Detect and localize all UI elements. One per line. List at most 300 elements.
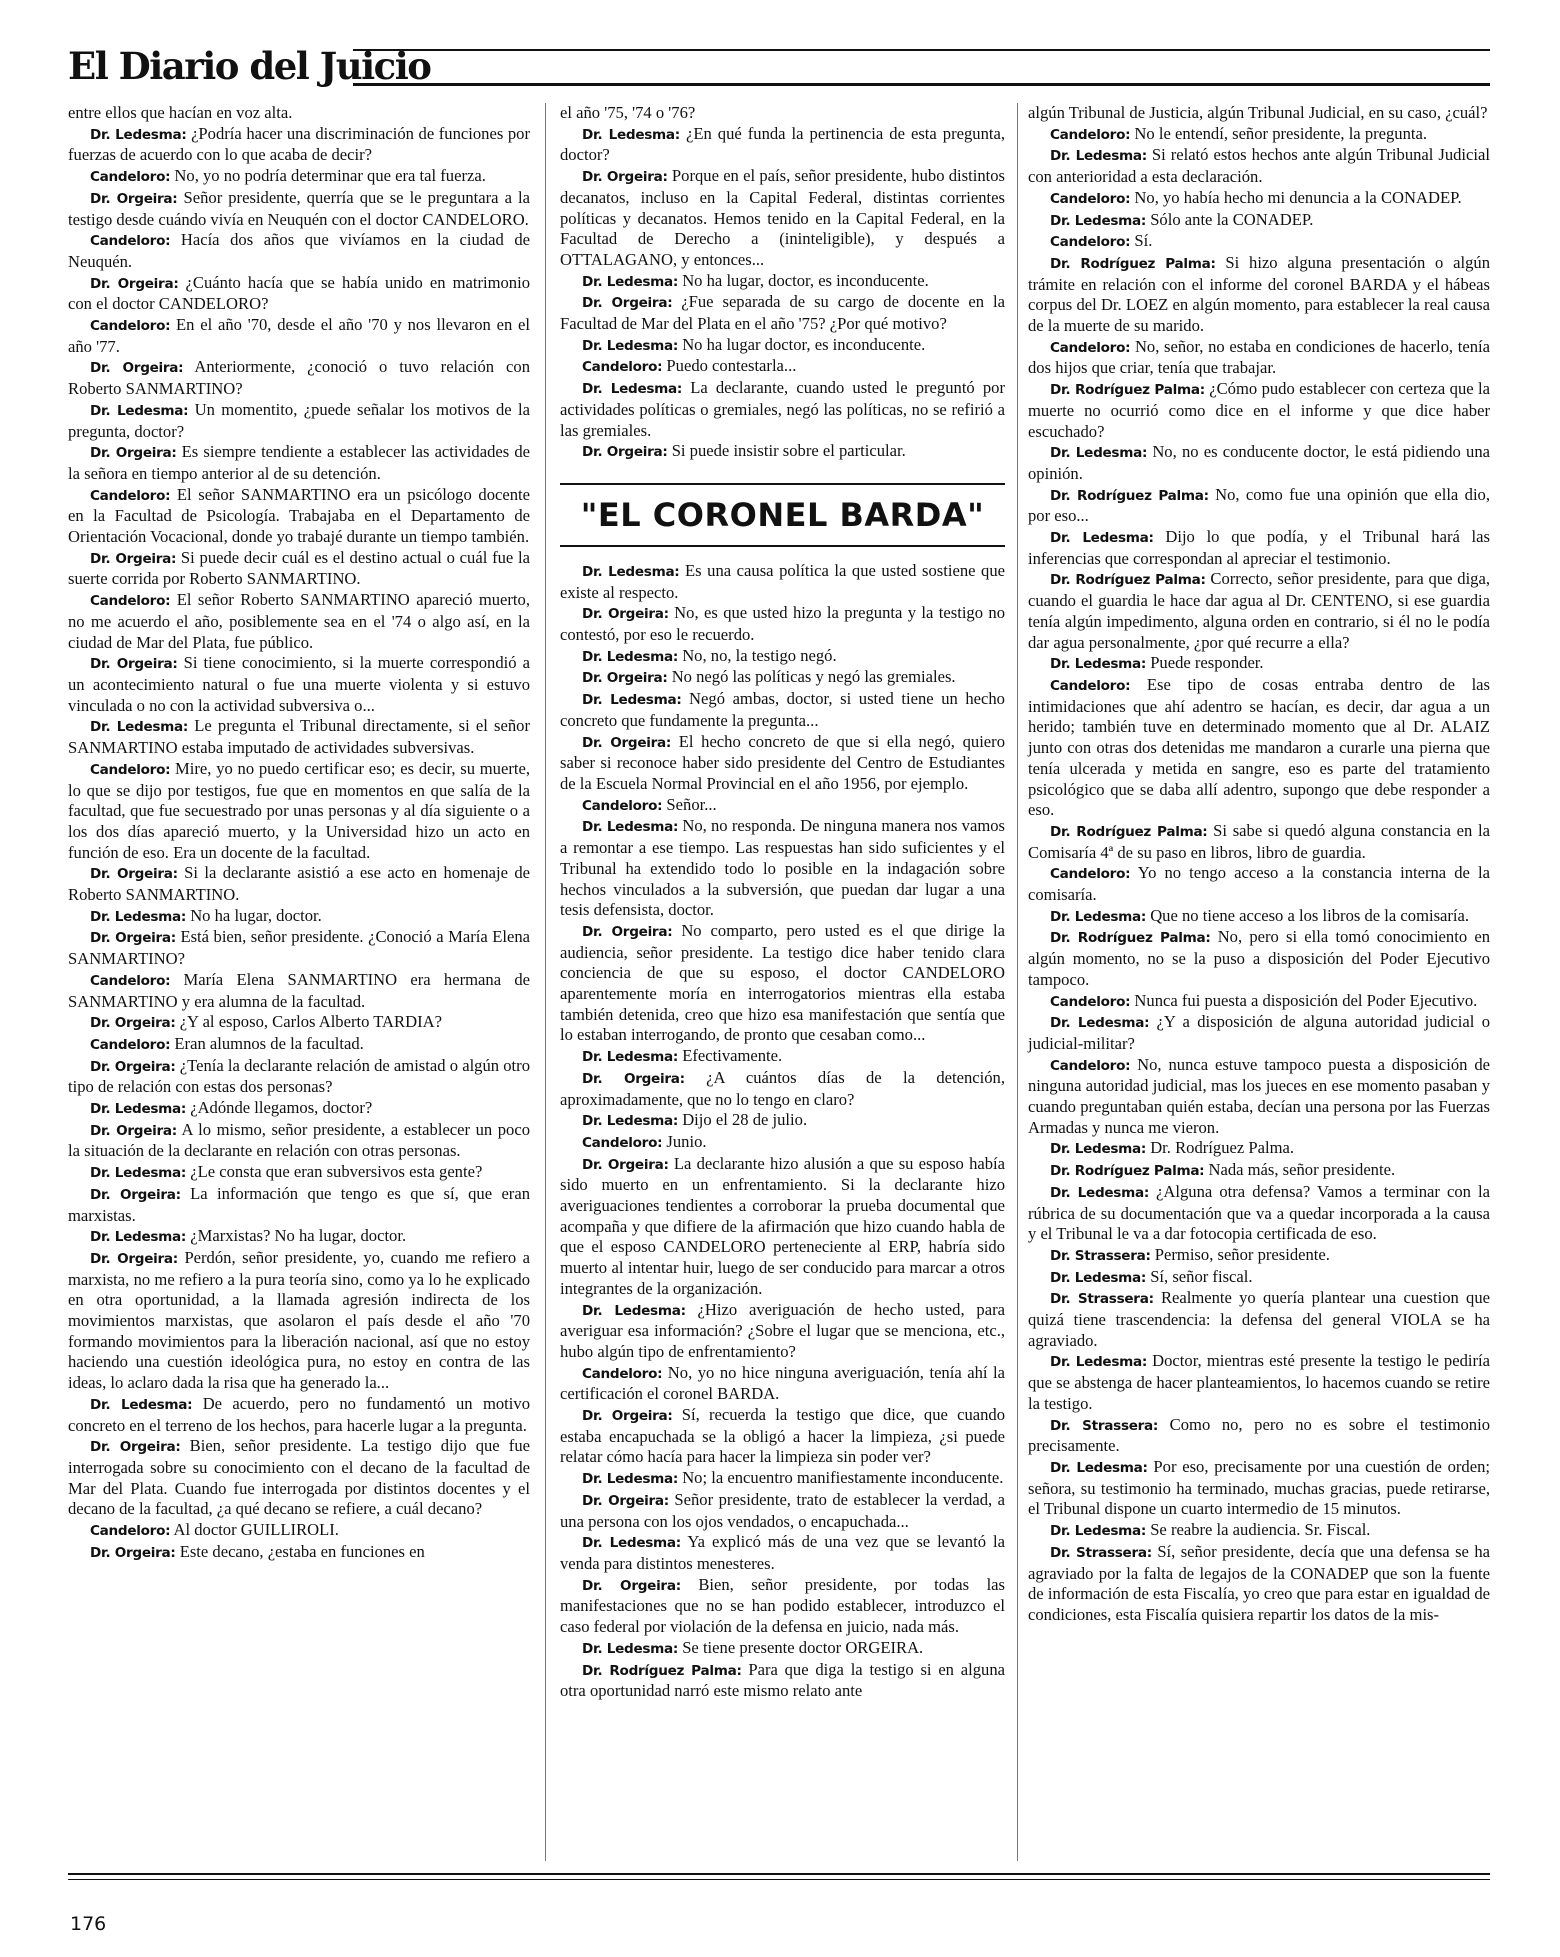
speaker-label: Dr. Ledesma:	[90, 1165, 187, 1182]
speaker-label: Dr. Orgeira:	[582, 1156, 669, 1173]
transcript-paragraph	[560, 795, 1005, 817]
statement-text: No, como fue una opinión que ella dio, por eso...	[1028, 484, 1491, 526]
transcript-paragraph	[560, 1110, 1005, 1132]
transcript-paragraph	[1028, 1351, 1490, 1414]
transcript-paragraph	[68, 315, 530, 357]
speaker-label: Dr. Orgeira:	[582, 923, 673, 940]
speaker-label: Dr. Ledesma:	[1050, 212, 1147, 229]
statement-text: Es siempre tendiente a establecer las actividades de la señora en tiempo anterior al de su detención.	[68, 442, 531, 483]
statement-text: Un momentito, ¿puede señalar los motivos de la pregunta, doctor?	[68, 399, 530, 441]
transcript-paragraph	[1028, 527, 1490, 569]
speaker-label: Dr. Rodríguez Palma:	[1050, 823, 1208, 840]
publication-title: El Diario del Juicio	[68, 44, 431, 88]
speaker-label: Dr. Orgeira:	[90, 1186, 181, 1203]
speaker-label: Dr. Orgeira:	[582, 295, 673, 312]
statement-text: Este decano, ¿estaba en funciones en	[179, 1541, 425, 1561]
statement-text: En el año '70, desde el año '70 y nos llevaron en el año '77.	[68, 315, 530, 356]
speaker-label: Dr. Rodríguez Palma:	[1050, 572, 1206, 589]
page-number: 176	[70, 1913, 107, 1935]
statement-text: entre ellos que hacían en voz alta.	[68, 103, 293, 122]
speaker-label: Dr. Ledesma:	[582, 381, 683, 398]
statement-text: No, no, la testigo negó.	[682, 645, 837, 665]
transcript-paragraph	[560, 124, 1005, 166]
statement-text: Realmente yo quería plantear una cuestion que quizá tiene trascendencia: la defensa del general VIOLA se ha agraviado.	[1028, 1288, 1490, 1350]
transcript-paragraph	[68, 103, 530, 124]
statement-text: La declarante hizo alusión a que su esposo había sido muerto en un enfrentamiento. Si la declarante hizo averiguaciones tendientes a corroborar la prueba documental que acompaña y que difiere de la afirmación que hizo cuando habla de que el esposo CANDELORO perteneciente al ERP, habría sido muerto al intentar huir, luego de ser conducido para marcar a otros integrantes de la organización.	[560, 1153, 1005, 1298]
speaker-label: Dr. Orgeira:	[582, 734, 672, 751]
transcript-paragraph	[1028, 927, 1490, 990]
speaker-label: Dr. Ledesma:	[582, 1535, 681, 1552]
statement-text: Si la declarante asistió a ese acto en homenaje de Roberto SANMARTINO.	[68, 863, 530, 905]
speaker-label: Dr. Ledesma:	[582, 1113, 679, 1130]
statement-text: Junio.	[666, 1131, 707, 1151]
speaker-label: Dr. Orgeira:	[90, 1015, 176, 1032]
transcript-paragraph	[68, 357, 530, 399]
statement-text: Doctor, mientras esté presente la testigo le pediría que se abstenga de hacer planteamientos, lo hacemos cuando se retire la testigo.	[1028, 1351, 1490, 1413]
speaker-label: Dr. Ledesma:	[90, 402, 189, 419]
transcript-paragraph	[68, 230, 530, 272]
statement-text: Le pregunta el Tribunal directamente, si el señor SANMARTINO estaba imputado de actividades subversivas.	[68, 716, 530, 758]
speaker-label: Candeloro:	[582, 797, 663, 814]
transcript-paragraph	[68, 906, 530, 928]
statement-text: Bien, señor presidente. La testigo dijo que fue interrogada sobre su conocimiento con el decano de la facultad de Mar del Plata. Cuando fue interrogada por distintos docentes y el decano de la facultad, ¿a qué decano se refiere, a cuál decano?	[68, 1436, 530, 1519]
transcript-paragraph	[1028, 253, 1490, 337]
speaker-label: Dr. Ledesma:	[90, 126, 187, 143]
statement-text: el año '75, '74 o '76?	[560, 103, 696, 122]
statement-text: ¿Le consta que eran subversivos esta gente?	[190, 1162, 483, 1182]
statement-text: Dr. Rodríguez Palma.	[1150, 1138, 1294, 1158]
transcript-paragraph	[1028, 653, 1490, 675]
transcript-paragraph	[560, 732, 1005, 795]
statement-text: No; la encuentro manifiestamente inconducente.	[682, 1468, 1004, 1488]
statement-text: A lo mismo, señor presidente, a establecer un poco la situación de la declarante en relación con otras personas.	[68, 1119, 530, 1161]
statement-text: Si puede insistir sobre el particular.	[671, 441, 906, 461]
statement-text: ¿Fue separada de su cargo de docente en la Facultad de Mar del Plata en el año '75? ¿Por qué motivo?	[560, 292, 1005, 334]
speaker-label: Dr. Ledesma:	[1050, 1141, 1147, 1158]
footer-rule-thin	[68, 1879, 1490, 1880]
statement-text: No ha lugar, doctor, es inconducente.	[682, 270, 929, 290]
statement-text: No, no responda. De ninguna manera nos vamos a remontar a ese tiempo. Las respuestas han sido suficientes y el Tribunal ha extendido todo lo posible en la indagación sobre hechos vinculados a la subversión, que puedan dar lugar a una tesis defensista, doctor.	[560, 816, 1006, 920]
speaker-label: Candeloro:	[1050, 866, 1131, 883]
speaker-label: Dr. Ledesma:	[1050, 1184, 1149, 1201]
masthead	[68, 40, 1490, 90]
transcript-paragraph	[560, 646, 1005, 668]
transcript-paragraph	[68, 548, 530, 590]
statement-text: Si tiene conocimiento, si la muerte correspondió a un acontecimiento natural o fue una muerte violenta y si estuvo vinculada o no con la actividad subversiva o...	[68, 653, 531, 715]
speaker-label: Dr. Ledesma:	[1050, 445, 1148, 462]
statement-text: El señor SANMARTINO era un psicólogo docente en la Facultad de Psicología. Trabajaba en el Departamento de Orientación Vocacional, donde yo trabajé durante un tiempo también.	[68, 484, 530, 547]
speaker-label: Dr. Ledesma:	[1050, 148, 1147, 165]
statement-text: Ya explicó más de una vez que se levantó la venda para distintos menesteres.	[560, 1532, 1005, 1573]
statement-text: El señor Roberto SANMARTINO apareció muerto, no me acuerdo el año, posiblemente sea en el '74 o algo así, en la ciudad de Mar del Plata, fue público.	[68, 590, 530, 652]
transcript-paragraph	[68, 124, 530, 166]
transcript-paragraph	[1028, 1288, 1490, 1351]
speaker-label: Candeloro:	[90, 1036, 171, 1053]
speaker-label: Candeloro:	[582, 359, 663, 376]
masthead-rule-bottom	[353, 83, 1490, 86]
speaker-label: Dr. Orgeira:	[90, 1250, 178, 1267]
speaker-label: Candeloro:	[1050, 1057, 1131, 1074]
transcript-paragraph	[1028, 485, 1490, 527]
transcript-paragraph	[68, 188, 530, 230]
statement-text: No negó las políticas y negó las gremiales.	[671, 667, 956, 687]
transcript-paragraph	[560, 1046, 1005, 1068]
statement-text: ¿Y al esposo, Carlos Alberto TARDIA?	[179, 1012, 442, 1032]
speaker-label: Dr. Orgeira:	[90, 550, 177, 567]
text-column-3	[1028, 103, 1490, 1626]
speaker-label: Dr. Ledesma:	[582, 1302, 686, 1319]
transcript-paragraph	[1028, 188, 1490, 210]
transcript-paragraph	[560, 1154, 1005, 1300]
speaker-label: Dr. Ledesma:	[582, 648, 679, 665]
speaker-label: Dr. Orgeira:	[90, 866, 178, 883]
statement-text: Dijo el 28 de julio.	[682, 1110, 808, 1130]
statement-text: No, yo no hice ninguna averiguación, tenía ahí la certificación el coronel BARDA.	[560, 1362, 1005, 1404]
statement-text: No, es que usted hizo la pregunta y la testigo no contestó, por eso le recuerdo.	[560, 603, 1006, 645]
speaker-label: Dr. Rodríguez Palma:	[1050, 255, 1216, 272]
transcript-paragraph	[68, 1162, 530, 1184]
transcript-paragraph	[1028, 569, 1490, 653]
statement-text: Dijo lo que podía, y el Tribunal hará las inferencias que correspondan al apreciar el testimonio.	[1028, 527, 1490, 568]
statement-text: De acuerdo, pero no fundamentó un motivo concreto en el terreno de los hechos, para hacerle lugar a la pregunta.	[68, 1393, 530, 1435]
speaker-label: Dr. Ledesma:	[90, 1229, 187, 1246]
statement-text: Puedo contestarla...	[666, 356, 797, 376]
speaker-label: Dr. Orgeira:	[582, 444, 668, 461]
statement-text: No, pero si ella tomó conocimiento en algún momento, no se la puso a disposición del Poder Ejecutivo tampoco.	[1028, 927, 1490, 989]
transcript-paragraph	[560, 921, 1005, 1046]
transcript-paragraph	[560, 689, 1005, 731]
transcript-paragraph	[1028, 337, 1490, 379]
statement-text: Al doctor GUILLIROLI.	[173, 1520, 339, 1540]
transcript-paragraph	[68, 166, 530, 188]
transcript-paragraph	[1028, 1542, 1490, 1626]
statement-text: ¿Marxistas? No ha lugar, doctor.	[190, 1226, 407, 1246]
speaker-label: Dr. Ledesma:	[582, 126, 680, 143]
speaker-label: Dr. Orgeira:	[90, 1122, 177, 1139]
statement-text: algún Tribunal de Justicia, algún Tribunal Judicial, en su caso, ¿cuál?	[1028, 103, 1488, 122]
speaker-label: Dr. Ledesma:	[1050, 908, 1147, 925]
statement-text: Si hizo alguna presentación o algún trámite en relación con el informe del coronel BARDA y el hábeas corpus del Dr. LOEZ en algún momento, para establecer la real causa de la muerte de su marido.	[1028, 252, 1490, 336]
transcript-paragraph	[560, 166, 1005, 271]
speaker-label: Dr. Ledesma:	[90, 719, 189, 736]
transcript-paragraph	[1028, 906, 1490, 928]
statement-text: Señor presidente, trato de establecer la verdad, a una persona con los ojos vendados, o encapuchada...	[560, 1489, 1006, 1531]
statement-text: Señor...	[666, 794, 717, 814]
speaker-label: Dr. Ledesma:	[1050, 1460, 1148, 1476]
speaker-label: Candeloro:	[582, 1134, 663, 1151]
transcript-paragraph	[560, 441, 1005, 463]
transcript-paragraph	[1028, 379, 1490, 442]
speaker-label: Candeloro:	[1050, 234, 1131, 251]
speaker-label: Candeloro:	[1050, 190, 1131, 207]
transcript-paragraph	[560, 667, 1005, 689]
speaker-label: Dr. Orgeira:	[90, 656, 178, 673]
transcript-paragraph	[68, 1542, 530, 1564]
transcript-paragraph	[560, 356, 1005, 378]
speaker-label: Dr. Strassera:	[1050, 1417, 1159, 1434]
speaker-label: Candeloro:	[90, 318, 171, 335]
transcript-paragraph	[560, 292, 1005, 334]
transcript-paragraph	[1028, 1055, 1490, 1139]
masthead-rule-top	[353, 49, 1490, 51]
statement-text: Eran alumnos de la facultad.	[174, 1033, 364, 1053]
statement-text: Sí.	[1134, 231, 1153, 251]
statement-text: Señor presidente, querría que se le preguntara a la testigo desde cuándo vivía en Neuquén con el doctor CANDELORO.	[68, 187, 530, 229]
speaker-label: Dr. Rodríguez Palma:	[1050, 382, 1205, 399]
statement-text: Se tiene presente doctor ORGEIRA.	[682, 1637, 924, 1657]
speaker-label: Dr. Ledesma:	[1050, 1015, 1150, 1032]
statement-text: No, señor, no estaba en condiciones de hacerlo, tenía dos hijos que criar, tenía que trabajar.	[1028, 336, 1490, 378]
speaker-label: Dr. Ledesma:	[1050, 1354, 1148, 1371]
transcript-paragraph	[1028, 1267, 1490, 1289]
transcript-paragraph	[68, 1012, 530, 1034]
footer-rule	[68, 1873, 1490, 1875]
speaker-label: Dr. Orgeira:	[90, 275, 179, 292]
speaker-label: Dr. Ledesma:	[582, 819, 679, 836]
speaker-label: Candeloro:	[90, 1523, 171, 1540]
statement-text: No ha lugar, doctor.	[190, 905, 322, 925]
transcript-paragraph	[68, 970, 530, 1012]
transcript-paragraph	[560, 271, 1005, 293]
statement-text: No, yo no podría determinar que era tal fuerza.	[174, 166, 486, 186]
transcript-paragraph	[1028, 863, 1490, 905]
statement-text: No comparto, pero usted es el que dirige la audiencia, señor presidente. La testigo dice haber tenido clara conciencia de que su esposo, el doctor CANDELORO aparentemente moría en interrogatorios mientras ella estaba también detenida, creo que hizo esa manifestación que sentía que lo estaban interrogando, de pronto que cesaban como...	[560, 920, 1006, 1045]
statement-text: Si relató estos hechos ante algún Tribunal Judicial con anterioridad a esta declaración.	[1028, 145, 1490, 187]
transcript-paragraph	[1028, 442, 1490, 484]
speaker-label: Dr. Orgeira:	[582, 169, 668, 186]
statement-text: Sí, recuerda la testigo que dice, que cuando estaba encapuchada se la obligó a hacer la limpieza, ¿si puede relatar cómo hacía para hacer la limpieza sin poder ver?	[560, 1405, 1005, 1467]
transcript-paragraph	[1028, 1245, 1490, 1267]
statement-text: ¿Y a disposición de alguna autoridad judicial o judicial-militar?	[1028, 1012, 1490, 1053]
speaker-label: Dr. Orgeira:	[90, 445, 177, 462]
transcript-paragraph	[1028, 821, 1490, 863]
statement-text: No ha lugar doctor, es inconducente.	[682, 334, 926, 354]
speaker-label: Dr. Ledesma:	[1050, 656, 1147, 673]
column-divider	[1017, 103, 1018, 1861]
statement-text: Anteriormente, ¿conoció o tuvo relación con Roberto SANMARTINO?	[68, 357, 530, 399]
speaker-label: Dr. Ledesma:	[1050, 1523, 1147, 1540]
statement-text: Yo no tengo acceso a la constancia interna de la comisaría.	[1028, 863, 1490, 905]
speaker-label: Candeloro:	[1050, 677, 1131, 694]
speaker-label: Candeloro:	[1050, 339, 1131, 356]
transcript-paragraph	[68, 1098, 530, 1120]
speaker-label: Dr. Orgeira:	[90, 1544, 176, 1561]
transcript-paragraph	[560, 1132, 1005, 1154]
statement-text: Es una causa política la que usted sostiene que existe al respecto.	[560, 560, 1005, 602]
speaker-label: Dr. Strassera:	[1050, 1247, 1151, 1264]
speaker-label: Candeloro:	[1050, 993, 1131, 1010]
speaker-label: Dr. Ledesma:	[582, 273, 679, 290]
statement-text: Si puede decir cuál es el destino actual o cuál fue la suerte corrida por Roberto SANMARTINO.	[68, 547, 530, 589]
transcript-paragraph	[68, 1248, 530, 1394]
transcript-paragraph	[560, 335, 1005, 357]
transcript-paragraph	[560, 1300, 1005, 1363]
transcript-paragraph	[68, 1436, 530, 1520]
statement-text: ¿Tenía la declarante relación de amistad o algún otro tipo de relación con estas dos personas?	[68, 1055, 530, 1097]
text-column-1	[68, 103, 530, 1564]
transcript-paragraph	[560, 1660, 1005, 1702]
statement-text: ¿En qué funda la pertinencia de esta pregunta, doctor?	[560, 123, 1005, 165]
statement-text: Sí, señor fiscal.	[1150, 1266, 1253, 1286]
transcript-paragraph	[1028, 991, 1490, 1013]
statement-text: ¿Hizo averiguación de hecho usted, para averiguar esa información? ¿Sobre el lugar que se menciona, etc., hubo algún tipo de enfrentamiento?	[560, 1299, 1005, 1361]
transcript-paragraph	[1028, 145, 1490, 187]
statement-text: ¿A cuántos días de la detención, aproximadamente, que no lo tengo en claro?	[560, 1067, 1005, 1109]
speaker-label: Dr. Orgeira:	[582, 670, 668, 687]
transcript-paragraph	[1028, 210, 1490, 232]
statement-text: Se reabre la audiencia. Sr. Fiscal.	[1150, 1520, 1371, 1540]
speaker-label: Dr. Ledesma:	[582, 1049, 679, 1066]
transcript-paragraph	[560, 1068, 1005, 1110]
speaker-label: Candeloro:	[90, 233, 171, 250]
statement-text: El hecho concreto de que si ella negó, quiero saber si reconoce haber sido presidente del Centro de Estudiantes de la Escuela Normal Provincial en el año 1956, por ejemplo.	[560, 731, 1005, 793]
speaker-label: Candeloro:	[582, 1365, 663, 1382]
statement-text: Porque en el país, señor presidente, hubo distintos decanatos, incluso en la Capital Federal, distintas corrientes políticas y decanatos. Hemos tenido en la Capital Federal, en la Facultad de Derecho a (ininteligible), y después a OTTALAGANO, y entonces...	[560, 166, 1006, 269]
statement-text: Permiso, señor presidente.	[1154, 1244, 1330, 1264]
speaker-label: Dr. Rodríguez Palma:	[582, 1662, 742, 1679]
transcript-paragraph	[560, 1468, 1005, 1490]
transcript-paragraph	[68, 1394, 530, 1436]
transcript-paragraph	[560, 816, 1005, 921]
transcript-paragraph	[560, 603, 1005, 645]
transcript-paragraph	[1028, 675, 1490, 821]
statement-text: ¿Alguna otra defensa? Vamos a terminar con la rúbrica de su documentación que va a quedar incorporada a la causa y el Tribunal le va a dar fotocopia certificada de eso.	[1028, 1181, 1490, 1244]
section-heading: "EL CORONEL BARDA"	[560, 483, 1005, 547]
statement-text: La declarante, cuando usted le preguntó por actividades políticas o gremiales, negó las políticas, no se refirió a las gremiales.	[560, 378, 1005, 440]
speaker-label: Dr. Rodríguez Palma:	[1050, 930, 1211, 947]
speaker-label: Dr. Ledesma:	[1050, 530, 1154, 547]
transcript-paragraph	[68, 273, 530, 315]
transcript-paragraph	[560, 1638, 1005, 1660]
transcript-paragraph	[68, 927, 530, 969]
statement-text: Bien, señor presidente, por todas las manifestaciones que no se han podido establecer, introduzco el caso federal por violación de la defensa en juicio, nada más.	[560, 1574, 1006, 1637]
statement-text: La información que tengo es que sí, que eran marxistas.	[68, 1183, 530, 1225]
speaker-label: Dr. Strassera:	[1050, 1291, 1154, 1308]
speaker-label: Dr. Ledesma:	[90, 908, 187, 925]
speaker-label: Dr. Ledesma:	[582, 692, 682, 709]
speaker-label: Candeloro:	[90, 972, 171, 989]
transcript-paragraph	[1028, 1160, 1490, 1182]
speaker-label: Candeloro:	[90, 169, 171, 186]
transcript-paragraph	[1028, 1012, 1490, 1054]
transcript-paragraph	[560, 103, 1005, 124]
speaker-label: Dr. Orgeira:	[90, 930, 176, 947]
statement-text: Puede responder.	[1150, 653, 1264, 673]
speaker-label: Dr. Orgeira:	[582, 1577, 681, 1594]
statement-text: Para que diga la testigo si en alguna otra oportunidad narró este mismo relato ante	[560, 1659, 1005, 1701]
speaker-label: Dr. Orgeira:	[582, 1492, 669, 1509]
transcript-paragraph	[68, 400, 530, 442]
transcript-paragraph	[68, 653, 530, 716]
transcript-paragraph	[560, 378, 1005, 441]
transcript-paragraph	[1028, 1182, 1490, 1245]
speaker-label: Dr. Rodríguez Palma:	[1050, 1163, 1205, 1180]
statement-text: Hacía dos años que vivíamos en la ciudad de Neuquén.	[68, 230, 530, 271]
transcript-paragraph	[68, 1120, 530, 1162]
statement-text: Correcto, señor presidente, para que diga, cuando el guardia le hace dar agua al Dr. CENTENO, si ese guardia tenía algún impedimento, alguna orden en contrario, si él no le podía dar agua personalmente, ¿por qué recurre a ella?	[1028, 569, 1490, 652]
transcript-paragraph	[560, 1490, 1005, 1532]
text-column-2	[560, 103, 1005, 1702]
statement-text: Como no, pero no es sobre el testimonio precisamente.	[1028, 1414, 1490, 1456]
speaker-label: Dr. Ledesma:	[90, 1101, 187, 1118]
statement-text: Mire, yo no puedo certificar eso; es decir, su muerte, lo que se dijo por testigos, fue que en momentos en que salía de la facultad, que fue secuestrado por unas personas y al día siguiente o a los dos días apareció muerto, y la Universidad hizo un acto en función de eso. Era un docente de la facultad.	[68, 758, 530, 862]
transcript-paragraph	[560, 1363, 1005, 1405]
statement-text: No, nunca estuve tampoco puesta a disposición de ninguna autoridad judicial, mas los jueces en ese momento pasaban y cuando preguntaban quién estaba, decían una persona por las Fuerzas Armadas y nunca me vieron.	[1028, 1054, 1490, 1137]
transcript-paragraph	[560, 1532, 1005, 1574]
transcript-paragraph	[560, 561, 1005, 603]
speaker-label: Dr. Ledesma:	[1050, 1269, 1147, 1286]
statement-text: ¿Adónde llegamos, doctor?	[190, 1098, 373, 1118]
statement-text: No le entendí, señor presidente, la pregunta.	[1134, 123, 1428, 143]
speaker-label: Candeloro:	[90, 487, 171, 504]
speaker-label: Dr. Orgeira:	[90, 360, 184, 377]
transcript-paragraph	[68, 1520, 530, 1542]
statement-text: Sólo ante la CONADEP.	[1150, 209, 1314, 229]
transcript-paragraph	[68, 1184, 530, 1226]
statement-text: Negó ambas, doctor, si usted tiene un hecho concreto que fundamente la pregunta...	[560, 689, 1005, 730]
speaker-label: Dr. Orgeira:	[90, 1439, 181, 1456]
speaker-label: Dr. Rodríguez Palma:	[1050, 487, 1209, 504]
transcript-paragraph	[68, 759, 530, 864]
statement-text: Que no tiene acceso a los libros de la comisaría.	[1150, 905, 1470, 925]
speaker-label: Candeloro:	[90, 761, 171, 778]
column-divider	[545, 103, 546, 1861]
transcript-paragraph	[1028, 1415, 1490, 1457]
speaker-label: Dr. Ledesma:	[582, 563, 680, 580]
speaker-label: Dr. Orgeira:	[582, 1408, 673, 1425]
transcript-paragraph	[68, 863, 530, 905]
transcript-paragraph	[68, 442, 530, 484]
statement-text: No, yo había hecho mi denuncia a la CONADEP.	[1134, 187, 1462, 207]
statement-text: Si sabe si quedó alguna constancia en la Comisaría 4ª de su paso en libros, libro de guardia.	[1028, 820, 1490, 862]
transcript-paragraph	[68, 590, 530, 653]
speaker-label: Candeloro:	[90, 593, 171, 610]
statement-text: Nada más, señor presidente.	[1208, 1160, 1396, 1180]
statement-text: Perdón, señor presidente, yo, cuando me refiero a marxista, no me refiero a la pura teoría sino, como ya lo he explicado en otra oportunidad, a la llamada agresión indirecta de los movimientos marxistas, que asolaron el país desde el año '70 formando movimientos para la liberación nacional, así que no estoy haciendo una cuestión ideológica pura, no estoy en contra de las ideas, lo aclaro dada la risa que ha generado la...	[68, 1247, 531, 1393]
statement-text: ¿Cómo pudo establecer con certeza que la muerte no ocurrió como dice en el informe y que dice haber escuchado?	[1028, 379, 1490, 441]
transcript-paragraph	[1028, 1457, 1490, 1520]
transcript-paragraph	[1028, 124, 1490, 146]
transcript-paragraph	[68, 1034, 530, 1056]
statement-text: Está bien, señor presidente. ¿Conoció a María Elena SANMARTINO?	[68, 927, 530, 969]
statement-text: Por eso, precisamente por una cuestión de orden; señora, su testimonio ha terminado, muchas gracias, puede retirarse, el Tribunal dispone un cuarto intermedio de 15 minutos.	[1028, 1457, 1490, 1519]
speaker-label: Dr. Ledesma:	[582, 337, 679, 354]
transcript-paragraph	[68, 1226, 530, 1248]
transcript-paragraph	[1028, 1138, 1490, 1160]
transcript-paragraph	[68, 1056, 530, 1098]
speaker-label: Dr. Ledesma:	[90, 1396, 193, 1413]
speaker-label: Dr. Orgeira:	[582, 1070, 685, 1087]
statement-text: Efectivamente.	[682, 1046, 783, 1066]
speaker-label: Dr. Ledesma:	[582, 1471, 679, 1488]
statement-text: ¿Cuánto hacía que se había unido en matrimonio con el doctor CANDELORO?	[68, 272, 530, 314]
statement-text: No, no es conducente doctor, le está pidiendo una opinión.	[1028, 442, 1490, 483]
transcript-paragraph	[1028, 231, 1490, 253]
statement-text: María Elena SANMARTINO era hermana de SANMARTINO y era alumna de la facultad.	[68, 969, 530, 1011]
transcript-paragraph	[68, 716, 530, 758]
speaker-label: Dr. Orgeira:	[90, 1058, 176, 1075]
transcript-paragraph	[1028, 1520, 1490, 1542]
speaker-label: Dr. Orgeira:	[582, 606, 669, 623]
statement-text: ¿Podría hacer una discriminación de funciones por fuerzas de acuerdo con lo que acaba de decir?	[68, 123, 530, 165]
speaker-label: Dr. Ledesma:	[582, 1640, 679, 1657]
transcript-paragraph	[560, 1575, 1005, 1638]
transcript-paragraph	[68, 485, 530, 548]
statement-text: Sí, señor presidente, decía que una defensa se ha agraviado por la falta de legajos de la CONADEP que son la fuente de información de esta Fiscalía, yo creo que para estar en igualdad de condiciones, esta Fiscalía quisiera repartir los datos de la mis-	[1028, 1541, 1490, 1624]
speaker-label: Dr. Strassera:	[1050, 1544, 1152, 1561]
speaker-label: Candeloro:	[1050, 126, 1131, 143]
transcript-paragraph	[560, 1405, 1005, 1468]
